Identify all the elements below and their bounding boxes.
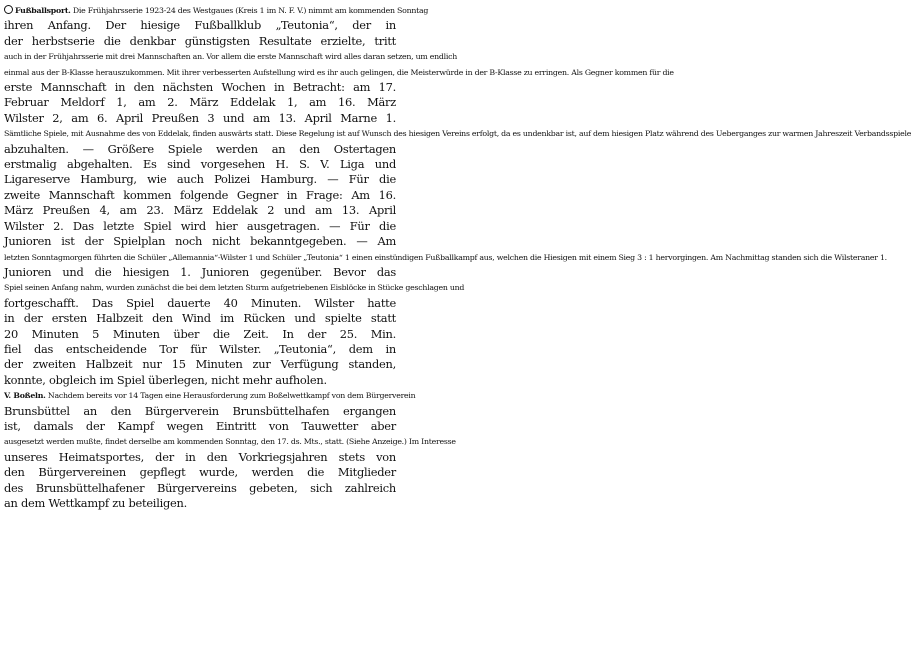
- article-line: einmal aus der B-Klasse herauszukommen. Mit ihrer verbesserten Aufstellung wird es ihr auch gelingen, die Meisterwürde in der B-Klasse zu erringen. Als Gegner kommen für die: [4, 67, 674, 77]
- section-heading: Fußballsport.: [15, 6, 71, 15]
- article-line: Wilster 2. Das letzte Spiel wird hier ausgetragen. — Für die: [4, 218, 396, 233]
- text-run: Nachdem bereits vor 14 Tagen eine Herausforderung zum Boßelwettkampf von dem Bürgerverein: [45, 391, 416, 401]
- article-line: [4, 388, 416, 403]
- article-line: letzten Sonntagmorgen führten die Schüler „Allemannia“-Wilster 1 und Schüler „Teutonia“ 1 einen einstündigen Fußballkampf aus, welchen die Hiesigen mit einem Sieg 3 : 1 hervorgingen. Am Nachmittag standen sich die Wilsteraner 1.: [4, 252, 887, 262]
- article-line: erstmalig abgehalten. Es sind vorgesehen H. S. V. Liga und: [4, 157, 396, 172]
- article-line: Februar Meldorf 1, am 2. März Eddelak 1, am 16. März: [4, 95, 396, 110]
- article-line: Brunsbüttel an den Bürgerverein Brunsbüttelhafen ergangen: [4, 403, 396, 418]
- article-line: Junioren und die hiesigen 1. Junioren gegenüber. Bevor das: [4, 264, 396, 279]
- article-bosseln: [4, 388, 456, 511]
- circle-bullet-icon: [4, 5, 13, 14]
- article-line: an dem Wettkampf zu beteiligen.: [4, 496, 187, 510]
- article-line: in der ersten Halbzeit den Wind im Rücken und spielte statt: [4, 311, 396, 326]
- article-line: unseres Heimatsportes, der in den Vorkriegsjahren stets von: [4, 449, 396, 464]
- article-line: Junioren ist der Spielplan noch nicht bekanntgegeben. — Am: [4, 234, 396, 249]
- article-line: [4, 3, 429, 18]
- article-line: der herbstserie die denkbar günstigsten Resultate erzielte, tritt: [4, 33, 396, 48]
- article-line: den Bürgervereinen gepflegt wurde, werden die Mitglieder: [4, 465, 396, 480]
- article-line: ist, damals der Kampf wegen Eintritt von Tauwetter aber: [4, 418, 396, 433]
- article-line: Sämtliche Spiele, mit Ausnahme des von Eddelak, finden auswärts statt. Diese Regelung ist auf Wunsch des hiesigen Vereins erfolgt, da es undenkbar ist, auf dem hiesigen Platz während des Ueberganges zur warmen Jahreszeit Verbandsspiele: [4, 129, 911, 139]
- article-line: März Preußen 4, am 23. März Eddelak 2 und am 13. April: [4, 203, 396, 218]
- article-fussballsport: [4, 3, 911, 388]
- article-line: des Brunsbüttelhafener Bürgervereins gebeten, sich zahlreich: [4, 480, 396, 495]
- article-line: der zweiten Halbzeit nur 15 Minuten zur Verfügung standen,: [4, 357, 396, 372]
- article-line: ausgesetzt werden mußte, findet derselbe am kommenden Sonntag, den 17. ds. Mts., statt. (Siehe Anzeige.) Im Interesse: [4, 437, 456, 447]
- article-line: 20 Minuten 5 Minuten über die Zeit. In der 25. Min.: [4, 326, 396, 341]
- article-line: Wilster 2, am 6. April Preußen 3 und am 13. April Marne 1.: [4, 110, 396, 125]
- article-line: zweite Mannschaft kommen folgende Gegner in Frage: Am 16.: [4, 187, 396, 202]
- article-line: auch in der Frühjahrsserie mit drei Mannschaften an. Vor allem die erste Mannschaft wird alles daran setzen, um endlich: [4, 52, 458, 62]
- article-line: Spiel seinen Anfang nahm, wurden zunächst die bei dem letzten Sturm aufgetriebenen Eisblöcke in Stücke geschlagen und: [4, 283, 465, 293]
- article-line: Ligareserve Hamburg, wie auch Polizei Hamburg. — Für die: [4, 172, 396, 187]
- article-line: erste Mannschaft in den nächsten Wochen in Betracht: am 17.: [4, 80, 396, 95]
- article-line: konnte, obgleich im Spiel überlegen, nicht mehr aufholen.: [4, 372, 327, 387]
- text-run: Die Frühjahrsserie 1923-24 des Westgaues (Kreis 1 im N. F. V.) nimmt am kommenden Sonntag: [70, 6, 429, 15]
- article-line: fortgeschafft. Das Spiel dauerte 40 Minuten. Wilster hatte: [4, 295, 396, 310]
- section-heading: V. Boßeln.: [4, 391, 46, 401]
- article-line: ihren Anfang. Der hiesige Fußballklub „Teutonia“, der in: [4, 18, 396, 33]
- article-line: abzuhalten. — Größere Spiele werden an den Ostertagen: [4, 141, 396, 156]
- article-line: fiel das entscheidende Tor für Wilster. „Teutonia“, dem in: [4, 341, 396, 356]
